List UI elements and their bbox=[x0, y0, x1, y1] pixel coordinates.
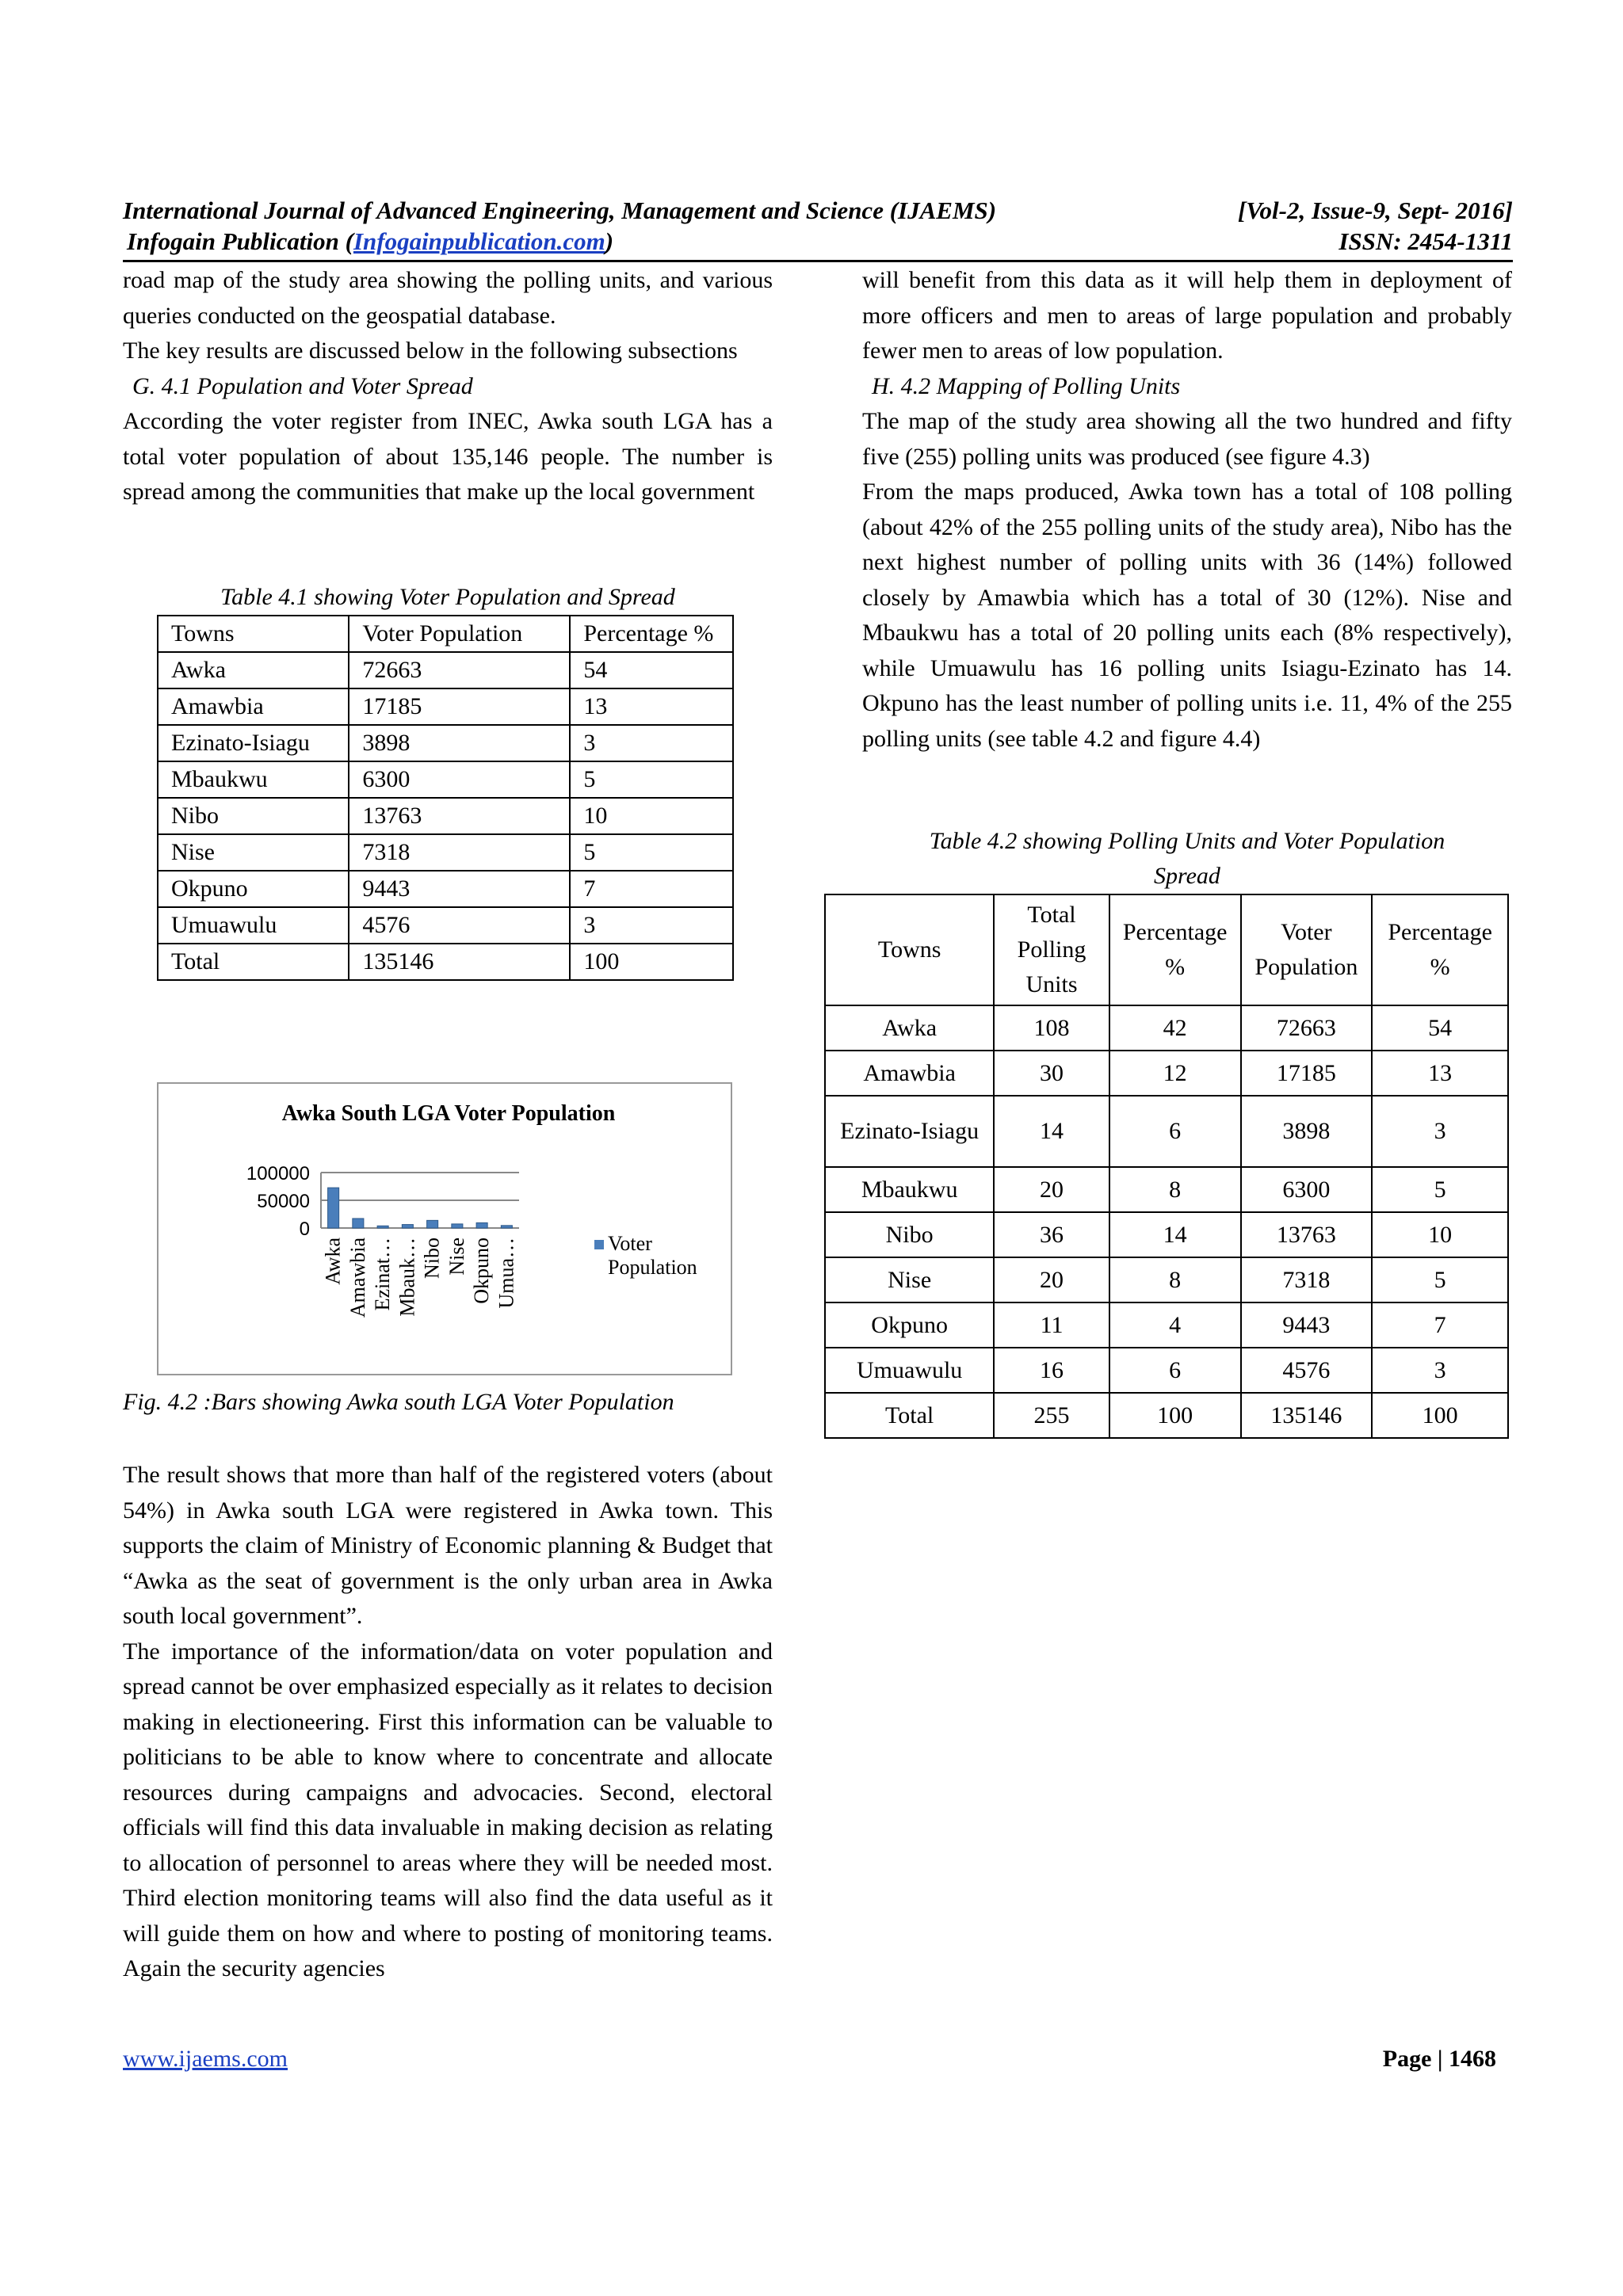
table-cell: 100 bbox=[1109, 1393, 1241, 1438]
table-row bbox=[825, 1257, 1508, 1302]
left-column-top bbox=[123, 263, 773, 510]
table-header-cell: Total Polling Units bbox=[994, 894, 1109, 1005]
table-cell: 17185 bbox=[349, 688, 570, 725]
table-cell: 7 bbox=[570, 871, 733, 907]
table-cell: 30 bbox=[994, 1051, 1109, 1096]
table-cell: 100 bbox=[570, 944, 733, 980]
table-header-cell: Voter Population bbox=[349, 616, 570, 652]
legend-label: Voter bbox=[608, 1232, 652, 1255]
issn: ISSN: 2454-1311 bbox=[1338, 227, 1513, 255]
paragraph: The map of the study area showing all the two hundred and fifty five (255) polling units was produced (see figure 4.3) bbox=[862, 408, 1512, 470]
table-header-cell: Percentage % bbox=[570, 616, 733, 652]
table-cell: 17185 bbox=[1241, 1051, 1373, 1096]
page-label: Page | bbox=[1382, 2046, 1449, 2072]
table-cell: 10 bbox=[1372, 1212, 1508, 1257]
voter-population-table bbox=[157, 615, 734, 981]
paragraph: According the voter register from INEC, Awka south LGA has a total voter population of about 135,146 people. The number is spread among the communities that make up the local government bbox=[123, 408, 773, 505]
table-row bbox=[825, 1005, 1508, 1051]
table-header-row bbox=[825, 894, 1508, 1005]
chart-title: Awka South LGA Voter Population bbox=[281, 1101, 616, 1126]
table-cell: 36 bbox=[994, 1212, 1109, 1257]
table-cell: 9443 bbox=[1241, 1302, 1373, 1348]
table-cell: 6300 bbox=[349, 761, 570, 798]
bar bbox=[452, 1224, 463, 1228]
table-cell: 10 bbox=[570, 798, 733, 834]
left-column-bottom bbox=[123, 1458, 773, 1987]
paragraph: From the maps produced, Awka town has a total of 108 polling (about 42% of the 255 polling units of the study area), Nibo has the next highest number of polling units with 36 (14%) followed closely by Amawbia which has a total of 30 (12%). Nise and Mbaukwu has a total of 20 polling units each (8% respectively), while Umuawulu has 16 polling units Isiagu-Ezinato has 14. Okpuno has the least number of polling units i.e. 11, 4% of the 255 polling units (see table 4.2 and figure 4.4) bbox=[862, 479, 1512, 752]
table-cell: 3 bbox=[1372, 1348, 1508, 1393]
volume-info: [Vol-2, Issue-9, Sept- 2016] bbox=[1237, 196, 1513, 224]
journal-title: International Journal of Advanced Engineering, Management and Science (IJAEMS) bbox=[123, 196, 997, 224]
table-cell: 3 bbox=[1372, 1096, 1508, 1167]
footer-link[interactable] bbox=[123, 2046, 288, 2073]
table-cell: Mbaukwu bbox=[825, 1167, 994, 1212]
table-cell: Nibo bbox=[158, 798, 349, 834]
x-tick-label: Umua… bbox=[495, 1238, 518, 1309]
table-row bbox=[158, 725, 733, 761]
publisher-suffix: ) bbox=[605, 227, 614, 255]
table-cell: 7 bbox=[1372, 1302, 1508, 1348]
publisher-link[interactable]: Infogainpublication.com bbox=[353, 227, 605, 255]
bar bbox=[377, 1226, 388, 1228]
table2-caption bbox=[862, 824, 1512, 894]
section-heading: H. 4.2 Mapping of Polling Units bbox=[872, 372, 1181, 399]
table-row bbox=[158, 907, 733, 944]
table-cell: Umuawulu bbox=[825, 1348, 994, 1393]
table-row bbox=[158, 944, 733, 980]
table-row bbox=[825, 1096, 1508, 1167]
table-cell: Awka bbox=[825, 1005, 994, 1051]
table-header-cell: Towns bbox=[158, 616, 349, 652]
paragraph: The importance of the information/data on voter population and spread cannot be over emphasized especially as it relates to decision making in electioneering. First this information can be valuable to politicians to be able to know where to concentrate and allocate resources during campaigns and advocacies. Second, electoral officials will find this data invaluable in making decision as relating to allocation of personnel to areas where they will be needed most. Third election monitoring teams will also find the data useful as it will guide them on how and where to posting of monitoring teams. Again the security agencies bbox=[123, 1638, 773, 1981]
table-cell: 13 bbox=[570, 688, 733, 725]
table-cell: 7318 bbox=[1241, 1257, 1373, 1302]
x-tick-label: Ezinat… bbox=[371, 1238, 395, 1311]
table-cell: 4 bbox=[1109, 1302, 1241, 1348]
table-cell: 54 bbox=[1372, 1005, 1508, 1051]
table-cell: 5 bbox=[1372, 1167, 1508, 1212]
table-row bbox=[825, 1167, 1508, 1212]
table-cell: Nise bbox=[825, 1257, 994, 1302]
x-tick-label: Amawbia bbox=[346, 1238, 369, 1318]
paragraph: The key results are discussed below in the following subsections bbox=[123, 338, 738, 364]
table-row bbox=[158, 688, 733, 725]
paragraph: will benefit from this data as it will help them in deployment of more officers and men to areas of large population and probably fewer men to areas of low population. bbox=[862, 267, 1512, 364]
x-tick-label: Nise bbox=[445, 1238, 468, 1276]
page-number bbox=[1383, 2046, 1496, 2073]
legend-label: Population bbox=[608, 1256, 697, 1279]
table-cell: Total bbox=[825, 1393, 994, 1438]
section-heading: G. 4.1 Population and Voter Spread bbox=[132, 372, 473, 399]
polling-units-table bbox=[824, 894, 1509, 1439]
table-cell: 14 bbox=[1109, 1212, 1241, 1257]
table-cell: 11 bbox=[994, 1302, 1109, 1348]
bar bbox=[427, 1220, 438, 1228]
table-cell: 3898 bbox=[1241, 1096, 1373, 1167]
table-cell: Okpuno bbox=[825, 1302, 994, 1348]
table-row bbox=[825, 1051, 1508, 1096]
table-cell: 42 bbox=[1109, 1005, 1241, 1051]
bar bbox=[476, 1222, 487, 1228]
table-cell: 72663 bbox=[349, 652, 570, 688]
table-header-cell: Towns bbox=[825, 894, 994, 1005]
table-cell: Nibo bbox=[825, 1212, 994, 1257]
table-cell: 3898 bbox=[349, 725, 570, 761]
table-cell: 108 bbox=[994, 1005, 1109, 1051]
table-cell: 4576 bbox=[1241, 1348, 1373, 1393]
table-cell: Amawbia bbox=[825, 1051, 994, 1096]
table-cell: 135146 bbox=[1241, 1393, 1373, 1438]
table-cell: 4576 bbox=[349, 907, 570, 944]
table-cell: 5 bbox=[570, 834, 733, 871]
table-row bbox=[825, 1212, 1508, 1257]
table-cell: 5 bbox=[1372, 1257, 1508, 1302]
table-cell: 12 bbox=[1109, 1051, 1241, 1096]
table2-caption-line1: Table 4.2 showing Polling Units and Voter Population bbox=[929, 828, 1445, 854]
paragraph: road map of the study area showing the polling units, and various queries conducted on the geospatial database. bbox=[123, 267, 773, 329]
right-column bbox=[862, 263, 1512, 757]
figure-caption: Fig. 4.2 :Bars showing Awka south LGA Voter Population bbox=[123, 1389, 674, 1415]
voter-population-chart bbox=[157, 1082, 732, 1375]
table-row bbox=[158, 761, 733, 798]
table-row bbox=[825, 1302, 1508, 1348]
table-cell: 6 bbox=[1109, 1096, 1241, 1167]
table2-caption-line2: Spread bbox=[1154, 863, 1220, 889]
table-cell: 3 bbox=[570, 725, 733, 761]
x-tick-label: Mbauk… bbox=[395, 1238, 419, 1317]
table-row bbox=[158, 871, 733, 907]
legend-swatch bbox=[594, 1240, 604, 1249]
x-tick-label: Awka bbox=[321, 1238, 345, 1285]
table-cell: 8 bbox=[1109, 1257, 1241, 1302]
table-cell: 20 bbox=[994, 1257, 1109, 1302]
table-cell: 13763 bbox=[349, 798, 570, 834]
publisher-prefix: Infogain Publication ( bbox=[127, 227, 353, 255]
table-cell: 16 bbox=[994, 1348, 1109, 1393]
table-header-cell: Voter Population bbox=[1241, 894, 1373, 1005]
table-cell: Ezinato-Isiagu bbox=[158, 725, 349, 761]
table-row bbox=[158, 834, 733, 871]
table-cell: Ezinato-Isiagu bbox=[825, 1096, 994, 1167]
table-cell: 255 bbox=[994, 1393, 1109, 1438]
y-tick-label: 100000 bbox=[246, 1163, 310, 1184]
table-row bbox=[825, 1393, 1508, 1438]
chart-svg bbox=[158, 1084, 731, 1374]
table-cell: 3 bbox=[570, 907, 733, 944]
table-cell: 7318 bbox=[349, 834, 570, 871]
table-cell: 20 bbox=[994, 1167, 1109, 1212]
y-tick-label: 0 bbox=[299, 1219, 310, 1240]
table-cell: Amawbia bbox=[158, 688, 349, 725]
table-cell: 54 bbox=[570, 652, 733, 688]
paragraph: The result shows that more than half of the registered voters (about 54%) in Awka south LGA were registered in Awka town. This supports the claim of Ministry of Economic planning & Budget that “Awka as the seat of government is the only urban area in Awka south local government”. bbox=[123, 1462, 773, 1629]
page-number-value: 1468 bbox=[1449, 2046, 1496, 2072]
bar bbox=[501, 1226, 512, 1228]
bar bbox=[328, 1188, 339, 1228]
table-cell: 13 bbox=[1372, 1051, 1508, 1096]
bar bbox=[353, 1219, 364, 1228]
table-row bbox=[158, 798, 733, 834]
table-cell: 5 bbox=[570, 761, 733, 798]
table-cell: Mbaukwu bbox=[158, 761, 349, 798]
table-cell: 6300 bbox=[1241, 1167, 1373, 1212]
table-row bbox=[158, 652, 733, 688]
table-cell: Nise bbox=[158, 834, 349, 871]
table-cell: 9443 bbox=[349, 871, 570, 907]
table-cell: 8 bbox=[1109, 1167, 1241, 1212]
x-tick-label: Nibo bbox=[420, 1238, 444, 1279]
x-tick-label: Okpuno bbox=[470, 1238, 494, 1304]
table-cell: 135146 bbox=[349, 944, 570, 980]
bar bbox=[402, 1225, 413, 1228]
table-cell: Awka bbox=[158, 652, 349, 688]
table-cell: 6 bbox=[1109, 1348, 1241, 1393]
table-cell: 13763 bbox=[1241, 1212, 1373, 1257]
table-header-cell: Percentage % bbox=[1372, 894, 1508, 1005]
table-cell: 14 bbox=[994, 1096, 1109, 1167]
table-row bbox=[825, 1348, 1508, 1393]
header-rule bbox=[123, 260, 1513, 262]
table1-caption: Table 4.1 showing Voter Population and Spread bbox=[220, 584, 675, 610]
table-cell: 72663 bbox=[1241, 1005, 1373, 1051]
table-cell: Umuawulu bbox=[158, 907, 349, 944]
y-tick-label: 50000 bbox=[257, 1191, 310, 1212]
publisher bbox=[127, 226, 613, 257]
table-cell: Okpuno bbox=[158, 871, 349, 907]
table-cell: Total bbox=[158, 944, 349, 980]
table-cell: 100 bbox=[1372, 1393, 1508, 1438]
website-link[interactable]: www.ijaems.com bbox=[123, 2046, 288, 2072]
table-header-row bbox=[158, 616, 733, 652]
table-header-cell: Percentage % bbox=[1109, 894, 1241, 1005]
